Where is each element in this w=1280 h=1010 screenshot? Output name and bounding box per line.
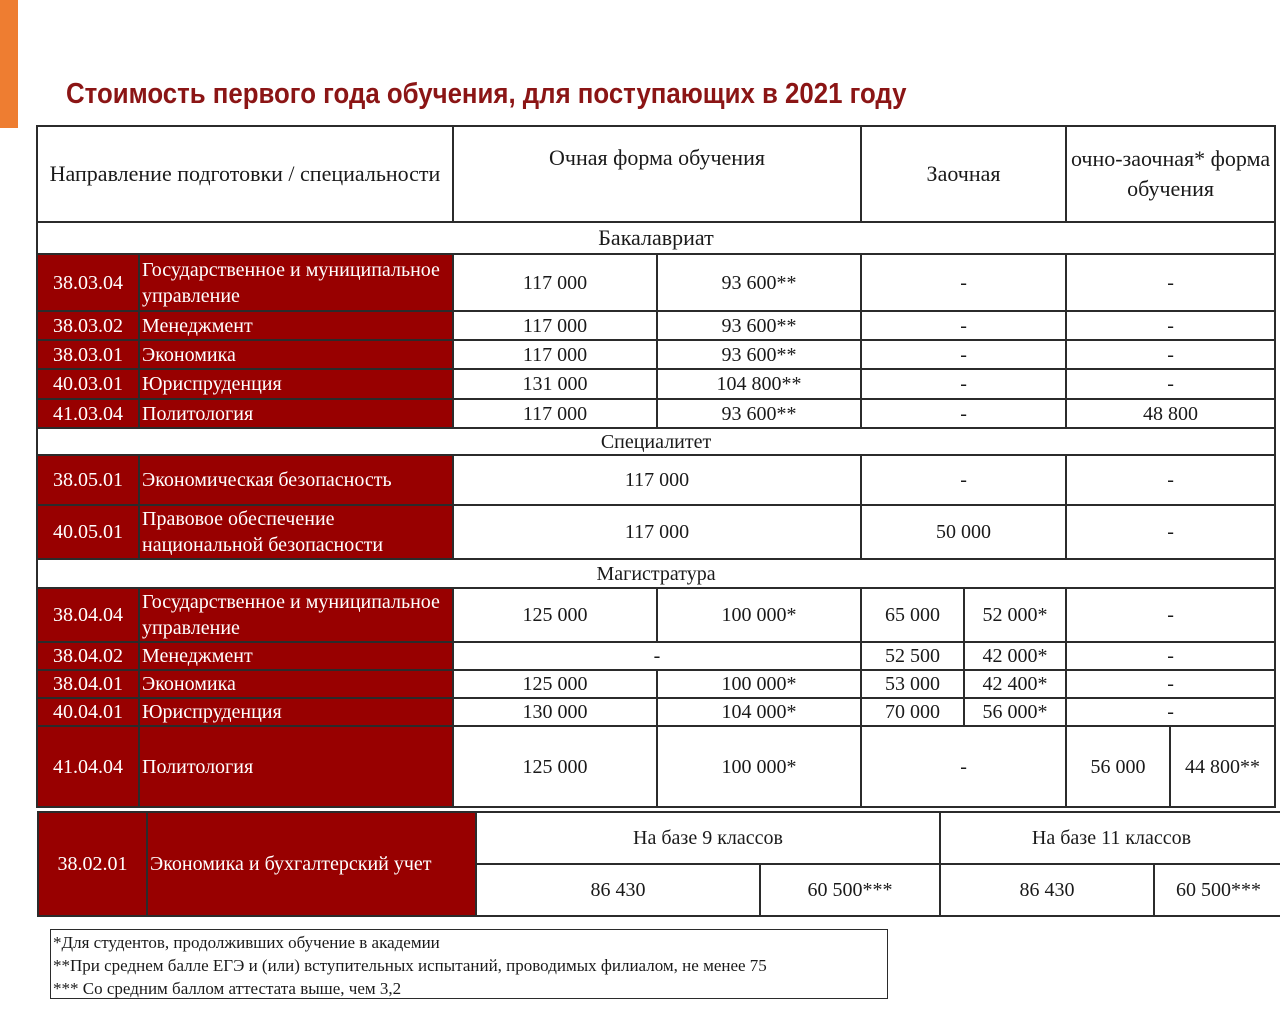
price-full-time-discount: 104 800** xyxy=(657,369,861,399)
price-full-time: 117 000 xyxy=(453,254,657,311)
price-full-time-discount: 93 600** xyxy=(657,340,861,369)
header-direction: Направление подготовки / специальности xyxy=(37,126,453,222)
program-code: 38.03.02 xyxy=(37,311,139,340)
price-extramural: - xyxy=(861,726,1066,807)
price-full-time: 130 000 xyxy=(453,698,657,726)
orange-accent-bar xyxy=(0,0,18,128)
program-name: Менеджмент xyxy=(139,642,453,670)
program-name: Экономическая безопасность xyxy=(139,455,453,505)
price-full-time-discount: 100 000* xyxy=(657,726,861,807)
program-name: Правовое обеспечение национальной безопасности xyxy=(139,505,453,559)
price-full-time-discount: 100 000* xyxy=(657,670,861,698)
section-master: Магистратура xyxy=(37,559,1275,588)
price-extramural: 50 000 xyxy=(861,505,1066,559)
section-bachelor: Бакалавриат xyxy=(37,222,1275,254)
price-extramural: 53 000 xyxy=(861,670,964,698)
price-part-time: - xyxy=(1066,588,1275,642)
program-code: 41.04.04 xyxy=(37,726,139,807)
program-name: Политология xyxy=(139,399,453,428)
price-part-time: - xyxy=(1066,642,1275,670)
price-extramural: 70 000 xyxy=(861,698,964,726)
price-full-time: - xyxy=(453,642,861,670)
price-extramural: - xyxy=(861,455,1066,505)
price-extramural-discount: 42 400* xyxy=(964,670,1066,698)
page-title: Стоимость первого года обучения, для поступающих в 2021 году xyxy=(66,78,907,110)
program-code: 38.05.01 xyxy=(37,455,139,505)
program-name: Государственное и муниципальное управление xyxy=(139,588,453,642)
price-part-time: 56 000 xyxy=(1066,726,1170,807)
price-full-time: 117 000 xyxy=(453,311,657,340)
table-row xyxy=(37,369,1275,399)
program-code: 41.03.04 xyxy=(37,399,139,428)
price-part-time: - xyxy=(1066,369,1275,399)
header-part-time: очно-заочная* форма обучения xyxy=(1066,126,1275,222)
table-row xyxy=(37,670,1275,698)
price-full-time: 125 000 xyxy=(453,726,657,807)
program-name: Государственное и муниципальное управление xyxy=(139,254,453,311)
price-part-time: - xyxy=(1066,505,1275,559)
price-full-time: 117 000 xyxy=(453,399,657,428)
price-part-time: - xyxy=(1066,698,1275,726)
table-row xyxy=(37,698,1275,726)
program-code: 38.02.01 xyxy=(38,812,147,916)
price-part-time: - xyxy=(1066,455,1275,505)
tuition-table xyxy=(36,125,1276,808)
price-extramural: - xyxy=(861,340,1066,369)
price-extramural: 65 000 xyxy=(861,588,964,642)
price-full-time: 117 000 xyxy=(453,340,657,369)
price-part-time: - xyxy=(1066,340,1275,369)
section-specialist: Специалитет xyxy=(37,428,1275,455)
program-code: 40.05.01 xyxy=(37,505,139,559)
program-name: Экономика xyxy=(139,340,453,369)
price-part-time: - xyxy=(1066,311,1275,340)
price-full-time: 131 000 xyxy=(453,369,657,399)
program-code: 38.03.04 xyxy=(37,254,139,311)
header-base-11: На базе 11 классов xyxy=(940,812,1280,864)
price-full-time: 117 000 xyxy=(453,505,861,559)
price-base-9: 86 430 xyxy=(476,864,760,916)
program-name: Экономика xyxy=(139,670,453,698)
price-full-time-discount: 93 600** xyxy=(657,311,861,340)
table-row xyxy=(37,726,1275,807)
price-full-time-discount: 100 000* xyxy=(657,588,861,642)
price-extramural: 52 500 xyxy=(861,642,964,670)
price-full-time-discount: 104 000* xyxy=(657,698,861,726)
price-extramural: - xyxy=(861,399,1066,428)
footnotes xyxy=(50,929,888,999)
header-base-9: На базе 9 классов xyxy=(476,812,940,864)
header-full-time: Очная форма обучения xyxy=(453,126,861,222)
program-code: 40.04.01 xyxy=(37,698,139,726)
program-name: Юриспруденция xyxy=(139,369,453,399)
program-code: 40.03.01 xyxy=(37,369,139,399)
program-code: 38.04.02 xyxy=(37,642,139,670)
price-part-time: 48 800 xyxy=(1066,399,1275,428)
price-full-time: 125 000 xyxy=(453,670,657,698)
footnote: *** Со средним баллом аттестата выше, чем 3,2 xyxy=(53,979,402,998)
price-extramural: - xyxy=(861,369,1066,399)
footnote: **При среднем балле ЕГЭ и (или) вступительных испытаний, проводимых филиалом, не менее 75 xyxy=(53,956,767,975)
table-row xyxy=(37,311,1275,340)
table-row xyxy=(37,455,1275,505)
price-full-time-discount: 93 600** xyxy=(657,399,861,428)
table-row xyxy=(37,340,1275,369)
table-row xyxy=(37,642,1275,670)
price-extramural: - xyxy=(861,254,1066,311)
program-code: 38.04.04 xyxy=(37,588,139,642)
table-row xyxy=(37,399,1275,428)
price-part-time-discount: 44 800** xyxy=(1170,726,1275,807)
footnote: *Для студентов, продолживших обучение в академии xyxy=(53,933,440,952)
price-extramural-discount: 56 000* xyxy=(964,698,1066,726)
price-part-time: - xyxy=(1066,670,1275,698)
price-extramural-discount: 52 000* xyxy=(964,588,1066,642)
price-extramural: - xyxy=(861,311,1066,340)
program-name: Экономика и бухгалтерский учет xyxy=(147,812,476,916)
program-name: Юриспруденция xyxy=(139,698,453,726)
table-row xyxy=(37,505,1275,559)
table-row xyxy=(37,254,1275,311)
price-base-9-discount: 60 500*** xyxy=(760,864,940,916)
price-part-time: - xyxy=(1066,254,1275,311)
program-name: Менеджмент xyxy=(139,311,453,340)
program-code: 38.04.01 xyxy=(37,670,139,698)
program-name: Политология xyxy=(139,726,453,807)
price-full-time-discount: 93 600** xyxy=(657,254,861,311)
program-code: 38.03.01 xyxy=(37,340,139,369)
table-row xyxy=(37,588,1275,642)
price-base-11: 86 430 xyxy=(940,864,1154,916)
price-base-11-discount: 60 500*** xyxy=(1154,864,1280,916)
header-extramural: Заочная xyxy=(861,126,1066,222)
price-extramural-discount: 42 000* xyxy=(964,642,1066,670)
price-full-time: 117 000 xyxy=(453,455,861,505)
price-full-time: 125 000 xyxy=(453,588,657,642)
spo-table xyxy=(37,811,1280,917)
